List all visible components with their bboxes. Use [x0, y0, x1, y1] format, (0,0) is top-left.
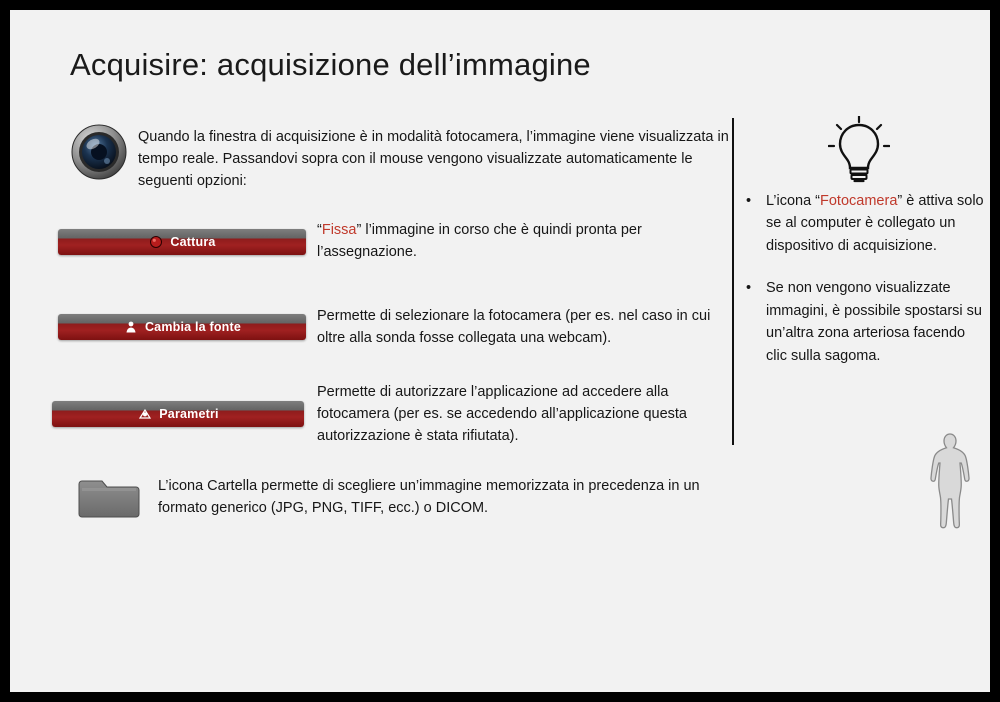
cambia-fonte-button[interactable] — [58, 314, 306, 340]
cartella-description: L’icona Cartella permette di scegliere un’immagine memorizzata in precedenza in un formato generico (JPG, PNG, TIFF, ecc.) o DICOM. — [158, 478, 700, 517]
folder-icon — [78, 472, 140, 522]
fissa-highlight: Fissa — [321, 222, 357, 238]
cattura-description — [317, 219, 707, 263]
sliders-icon — [137, 406, 153, 422]
intro-paragraph: Quando la finestra di acquisizione è in modalità fotocamera, l’immagine viene visualizzata in tempo reale. Passandovi sopra con il mouse vengono visualizzate automaticamente le seguenti opzioni: — [138, 129, 729, 190]
cattura-desc-post: ” l’immagine in corso che è quindi pronta per l’assegnazione. — [317, 222, 642, 261]
cattura-button-label: Cattura — [170, 235, 216, 249]
lightbulb-icon — [828, 116, 890, 188]
human-body-silhouette-icon — [925, 432, 975, 530]
note-post: Se non vengono visualizzate immagini, è possibile spostarsi su un’altra zona arteriosa facendo clic sulla sagoma. — [766, 280, 982, 364]
cattura-button[interactable] — [58, 229, 306, 255]
page-title: Acquisire: acquisizione dell’immagine — [70, 47, 591, 82]
fotocamera-highlight: Fotocamera — [820, 193, 898, 209]
note-post: ” è attiva solo se al computer è collegato un dispositivo di acquisizione. — [766, 193, 984, 254]
cambia-fonte-description: Permette di selezionare la fotocamera (per es. nel caso in cui oltre alla sonda fosse collegata una webcam). — [317, 308, 711, 347]
list-item — [738, 190, 990, 257]
bullet-marker: • — [746, 280, 752, 297]
parametri-button[interactable] — [52, 401, 304, 427]
list-item — [738, 277, 990, 367]
notes-list — [738, 190, 990, 387]
parametri-button-label: Parametri — [159, 407, 219, 421]
camera-lens-icon — [70, 123, 128, 181]
note-pre: L’icona “ — [766, 193, 821, 209]
cattura-desc-pre: “ — [317, 222, 322, 238]
parametri-description: Permette di autorizzare l’applicazione ad accedere alla fotocamera (per es. se accedendo all’applicazione questa autorizzazione è stata rifiutata). — [317, 384, 687, 445]
record-dot-icon — [148, 234, 164, 250]
cambia-fonte-button-label: Cambia la fonte — [144, 320, 242, 334]
bullet-marker: • — [746, 193, 752, 209]
person-source-icon — [123, 319, 139, 335]
slide-canvas — [10, 10, 990, 692]
vertical-divider — [732, 118, 734, 445]
